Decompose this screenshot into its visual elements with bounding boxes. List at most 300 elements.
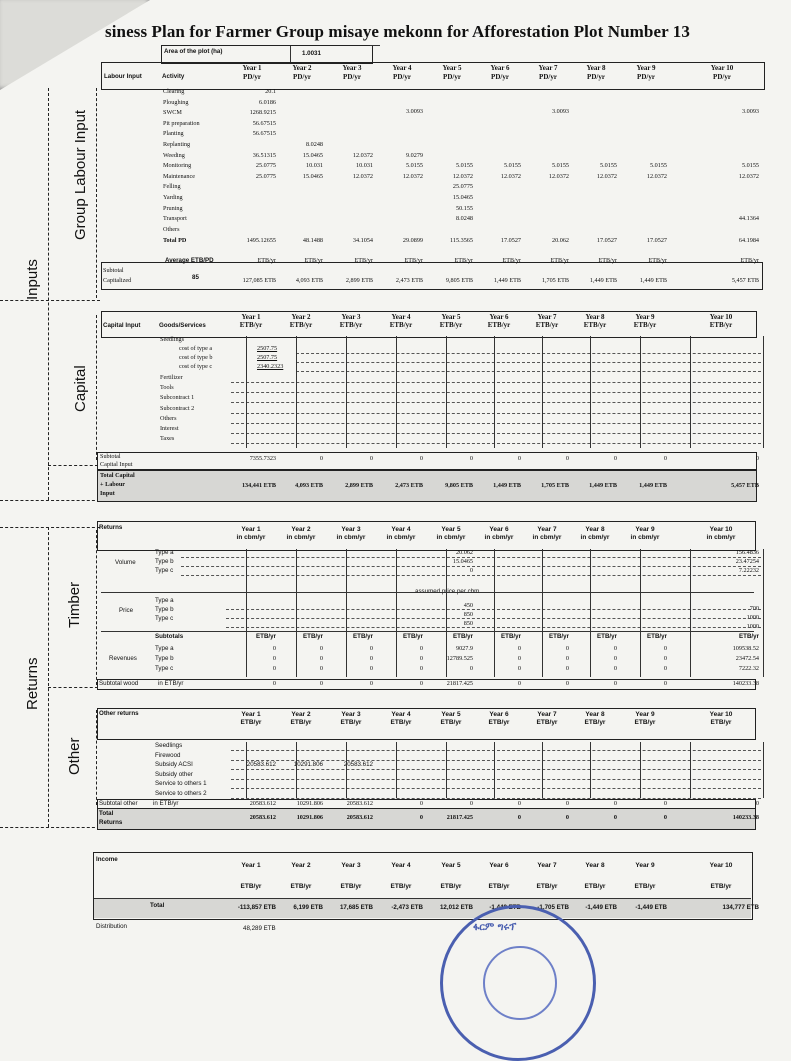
value-cell: 29.0899 bbox=[402, 237, 423, 245]
activity-label: Others bbox=[163, 225, 180, 233]
page-title: siness Plan for Farmer Group misaye mekonn for Afforestation Plot Number 13 bbox=[105, 22, 691, 41]
etb-unit: ETB/yr bbox=[739, 633, 759, 640]
official-stamp bbox=[440, 905, 596, 1061]
etb-unit: ETB/yr bbox=[454, 257, 473, 264]
subsidy-value: 20583.612 bbox=[343, 761, 373, 769]
value-cell: 0 bbox=[369, 455, 373, 462]
value-cell: 23472.54 bbox=[735, 655, 759, 662]
year-header: Year 10 bbox=[709, 711, 733, 718]
value-cell: 0 bbox=[517, 800, 521, 807]
grid-line bbox=[446, 742, 447, 798]
etb-unit: ETB/yr bbox=[647, 633, 667, 640]
value-cell: 5,457 ETB bbox=[731, 482, 759, 489]
grid-line bbox=[446, 336, 447, 448]
goods-column-label: Goods/Services bbox=[159, 322, 206, 329]
value-cell: 0 bbox=[663, 665, 667, 672]
grid-line bbox=[446, 549, 447, 677]
year-header: Year 7 bbox=[537, 862, 557, 869]
unit-header: ETB/yr bbox=[240, 883, 262, 890]
grid-line bbox=[542, 549, 543, 677]
value-cell: 0 bbox=[565, 814, 569, 821]
activity-label: Maintenance bbox=[163, 172, 195, 180]
labour-value: 12.0372 bbox=[548, 172, 569, 180]
other-table-body bbox=[101, 742, 763, 800]
value-cell: 0 bbox=[613, 665, 617, 672]
value-cell: -1,705 ETB bbox=[537, 904, 569, 911]
unit-header: in cbm/yr bbox=[436, 534, 466, 541]
value-cell: 9027.9 bbox=[455, 645, 473, 652]
other-item-label: Subsidy other bbox=[155, 770, 193, 778]
year-header: Year 9 bbox=[635, 313, 655, 321]
value-cell: 17.0527 bbox=[500, 237, 521, 245]
value-cell: 2,473 ETB bbox=[395, 277, 423, 284]
value-cell: 0 bbox=[419, 455, 423, 462]
value-cell: 0 bbox=[419, 680, 423, 687]
unit-header: PD/yr bbox=[243, 73, 261, 81]
year-header: Year 3 bbox=[342, 64, 362, 72]
revenue-type-label: Type c bbox=[155, 665, 174, 672]
value-cell: 0 bbox=[319, 645, 323, 652]
other-item-label: Service to others 1 bbox=[155, 780, 207, 788]
year-header: Year 6 bbox=[489, 862, 509, 869]
value-cell: 0 bbox=[517, 665, 521, 672]
returns-section-label: Returns bbox=[99, 524, 123, 531]
year-header: Year 7 bbox=[537, 313, 557, 321]
capital-item-label: Fertilizer bbox=[160, 374, 183, 381]
volume-y5: 15.0465 bbox=[452, 558, 473, 565]
value-cell: 0 bbox=[419, 655, 423, 662]
value-cell: 0 bbox=[613, 800, 617, 807]
year-header: Year 6 bbox=[489, 711, 509, 718]
year-header: Year 4 bbox=[391, 313, 411, 321]
grid-line bbox=[346, 336, 347, 448]
unit-header: ETB/yr bbox=[440, 883, 462, 890]
value-cell: 0 bbox=[517, 814, 521, 821]
year-header: Year 4 bbox=[391, 862, 411, 869]
labour-value: 3.0093 bbox=[405, 108, 423, 115]
year-header: Year 5 bbox=[441, 526, 461, 533]
value-cell: -1,449 ETB bbox=[635, 904, 667, 911]
activity-label: Transport bbox=[163, 215, 187, 223]
seedling-type-label: cost of type a bbox=[179, 345, 213, 352]
labour-value: 12.0372 bbox=[738, 172, 759, 180]
grid-line bbox=[346, 549, 347, 677]
value-cell: 4,093 ETB bbox=[295, 277, 323, 284]
value-cell: 34.1054 bbox=[352, 237, 373, 245]
area-label: Area of the plot (ha) bbox=[164, 48, 223, 55]
etb-unit: ETB/yr bbox=[257, 257, 276, 264]
activity-label: Planting bbox=[163, 130, 184, 138]
group-labour-side-label: Group Labour Input bbox=[72, 109, 89, 240]
unit-header: ETB/yr bbox=[240, 719, 262, 726]
unit-header: ETB/yr bbox=[584, 883, 606, 890]
grid-line bbox=[590, 742, 591, 798]
other-side-label: Other bbox=[66, 737, 83, 775]
timber-end-line bbox=[48, 687, 98, 688]
activity-label: Pruning bbox=[163, 204, 183, 212]
value-cell: 21817.425 bbox=[446, 680, 473, 687]
value-cell: 0 bbox=[565, 665, 569, 672]
etb-unit: ETB/yr bbox=[453, 633, 473, 640]
value-cell: 0 bbox=[319, 665, 323, 672]
stamp-text: ፋርም ግሩፕ bbox=[473, 922, 517, 933]
value-cell: 0 bbox=[663, 800, 667, 807]
labour-value: 12.0372 bbox=[452, 172, 473, 180]
timber-year-headers bbox=[101, 524, 763, 550]
unit-header: ETB/yr bbox=[487, 321, 511, 329]
value-cell: -1,449 ETB bbox=[585, 904, 617, 911]
grid-line bbox=[640, 549, 641, 677]
capital-table-body bbox=[101, 336, 763, 456]
labour-value: 12.0372 bbox=[352, 172, 373, 180]
year-header: Year 3 bbox=[341, 862, 361, 869]
labour-value: 5.0155 bbox=[503, 162, 521, 170]
value-cell: 1,449 ETB bbox=[493, 277, 521, 284]
volume-type-label: Type a bbox=[155, 549, 174, 556]
value-cell: 0 bbox=[565, 655, 569, 662]
capital-side-label: Capital bbox=[72, 365, 89, 412]
unit-header: ETB/yr bbox=[488, 719, 510, 726]
grid-line bbox=[296, 742, 297, 798]
year-header: Year 1 bbox=[241, 313, 261, 321]
year-header: Year 4 bbox=[391, 526, 411, 533]
price-y5: 850 bbox=[463, 620, 473, 627]
year-header: Year 5 bbox=[441, 862, 461, 869]
value-cell: 127,085 ETB bbox=[242, 277, 276, 284]
activity-label: SWCM bbox=[163, 109, 182, 117]
year-header: Year 7 bbox=[538, 64, 558, 72]
labour-value: 12.0372 bbox=[402, 172, 423, 180]
value-cell: 0 bbox=[419, 645, 423, 652]
unit-header: in cbm/yr bbox=[580, 534, 610, 541]
year-header: Year 2 bbox=[291, 862, 311, 869]
other-row-line bbox=[231, 750, 761, 751]
unit-header: ETB/yr bbox=[390, 883, 412, 890]
labour-value: 5.0155 bbox=[741, 162, 759, 170]
year-header: Year 2 bbox=[291, 313, 311, 321]
capital-row-line bbox=[296, 353, 761, 354]
etb-unit: ETB/yr bbox=[304, 257, 323, 264]
value-cell: 48.1488 bbox=[302, 237, 323, 245]
value-cell: 5,457 ETB bbox=[731, 277, 759, 284]
capital-subtotal-values bbox=[101, 452, 763, 468]
volume-y10: 23.47254 bbox=[735, 558, 759, 565]
inputs-end-line bbox=[0, 500, 100, 501]
unit-header: PD/yr bbox=[637, 73, 655, 81]
subtotal-other-label: Subtotal other bbox=[99, 800, 138, 807]
value-cell: 2,473 ETB bbox=[395, 482, 423, 489]
value-cell: 0 bbox=[565, 680, 569, 687]
value-cell: 0 bbox=[272, 655, 276, 662]
value-cell: 140233.38 bbox=[732, 814, 759, 821]
etb-unit: ETB/yr bbox=[403, 633, 423, 640]
unit-header: ETB/yr bbox=[340, 719, 362, 726]
value-cell: -113,857 ETB bbox=[237, 904, 276, 911]
activity-label: Replanting bbox=[163, 141, 191, 148]
labour-value: 5.0155 bbox=[455, 162, 473, 170]
subsidy-value: 10291.806 bbox=[293, 761, 323, 769]
distribution-value: 48,289 ETB bbox=[243, 925, 276, 932]
capital-item-label: Subcontract 2 bbox=[160, 404, 195, 412]
labour-inner-border bbox=[96, 88, 97, 298]
value-cell: 12789.525 bbox=[446, 655, 473, 662]
average-etb-value: 85 bbox=[192, 274, 199, 281]
capitalized-label: Capitalized bbox=[103, 277, 132, 284]
value-cell: 9,805 ETB bbox=[445, 277, 473, 284]
capital-section-label: Capital Input bbox=[103, 322, 141, 329]
value-cell: 134,777 ETB bbox=[722, 904, 759, 911]
value-cell: 0 bbox=[272, 665, 276, 672]
grid-line bbox=[396, 549, 397, 677]
value-cell: 0 bbox=[517, 680, 521, 687]
year-header: Year 9 bbox=[636, 64, 656, 72]
inputs-dashed-border bbox=[48, 88, 49, 500]
labour-value: 12.0372 bbox=[500, 172, 521, 180]
value-cell: 1495.12655 bbox=[246, 237, 276, 245]
labour-value: 10.031 bbox=[355, 162, 373, 170]
value-cell: 0 bbox=[565, 800, 569, 807]
labour-value: 25.0775 bbox=[255, 162, 276, 170]
seedling-type-value: 2507.75 bbox=[257, 354, 278, 361]
unit-header: PD/yr bbox=[491, 73, 509, 81]
activity-label: Weeding bbox=[163, 151, 185, 159]
grid-line bbox=[690, 549, 691, 677]
value-cell: 0 bbox=[419, 814, 423, 821]
unit-header: ETB/yr bbox=[634, 883, 656, 890]
timber-divider bbox=[101, 631, 754, 632]
value-cell: 140233.38 bbox=[732, 680, 759, 687]
value-cell: -1,449 ETB bbox=[489, 904, 521, 911]
activity-label: Clearing bbox=[163, 88, 185, 95]
value-cell: 64.1984 bbox=[738, 237, 759, 245]
grid-line bbox=[296, 549, 297, 677]
value-cell: 0 bbox=[565, 455, 569, 462]
unit-header: ETB/yr bbox=[439, 321, 463, 329]
unit-header: PD/yr bbox=[393, 73, 411, 81]
total-capital-label-3: Input bbox=[100, 490, 115, 497]
etb-unit: ETB/yr bbox=[501, 633, 521, 640]
total-returns-label-2: Returns bbox=[99, 819, 123, 826]
subtotal-other-unit: in ETB/yr bbox=[153, 800, 179, 807]
value-cell: 0 bbox=[663, 645, 667, 652]
unit-header: in cbm/yr bbox=[630, 534, 660, 541]
other-item-label: Firewood bbox=[155, 751, 181, 759]
value-cell: 0 bbox=[565, 645, 569, 652]
year-header: Year 7 bbox=[537, 711, 557, 718]
value-cell: 20583.612 bbox=[346, 814, 373, 821]
grid-line bbox=[763, 549, 764, 677]
labour-value: 12.0372 bbox=[352, 151, 373, 159]
volume-y10: 7.22232 bbox=[738, 567, 759, 574]
unit-header: ETB/yr bbox=[583, 321, 607, 329]
unit-header: ETB/yr bbox=[390, 719, 412, 726]
unit-header: in cbm/yr bbox=[484, 534, 514, 541]
area-value: 1.0031 bbox=[302, 50, 321, 57]
capital-item-label: Taxes bbox=[160, 435, 175, 443]
timber-table-body bbox=[101, 549, 763, 679]
activity-label: Ploughing bbox=[163, 98, 189, 106]
value-cell: 0 bbox=[369, 665, 373, 672]
capital-row-line bbox=[231, 413, 761, 414]
volume-label: Volume bbox=[115, 559, 136, 566]
revenue-type-label: Type b bbox=[155, 655, 174, 662]
assumed-price-note: assumed price per cbm bbox=[415, 588, 480, 595]
price-y10: 1000 bbox=[746, 614, 759, 621]
etb-unit: ETB/yr bbox=[550, 257, 569, 264]
value-cell: 0 bbox=[469, 455, 473, 462]
value-cell: 0 bbox=[469, 800, 473, 807]
grid-line bbox=[246, 549, 247, 677]
labour-value: 6.0186 bbox=[258, 98, 276, 106]
unit-header: PD/yr bbox=[587, 73, 605, 81]
etb-unit: ETB/yr bbox=[353, 633, 373, 640]
unit-header: ETB/yr bbox=[634, 719, 656, 726]
grid-line bbox=[494, 549, 495, 677]
labour-table-body bbox=[101, 88, 763, 253]
total-pd-label: Total PD bbox=[163, 237, 187, 245]
capital-item-label: Interest bbox=[160, 425, 179, 432]
other-returns-section-label: Other returns bbox=[99, 710, 139, 717]
grid-line bbox=[346, 742, 347, 798]
value-cell: 0 bbox=[319, 680, 323, 687]
labour-value: 50.155 bbox=[455, 204, 473, 212]
unit-header: PD/yr bbox=[343, 73, 361, 81]
capital-row-line bbox=[296, 362, 761, 363]
capital-item-label: Others bbox=[160, 414, 177, 422]
unit-header: ETB/yr bbox=[536, 883, 558, 890]
value-cell: 134,441 ETB bbox=[241, 482, 276, 489]
value-cell: 0 bbox=[319, 655, 323, 662]
grid-line bbox=[763, 336, 764, 448]
labour-value: 25.0775 bbox=[255, 172, 276, 180]
capital-item-label: Subcontract 1 bbox=[160, 394, 195, 402]
subtotal-wood-label: Subtotal wood bbox=[99, 680, 139, 687]
year-header: Year 8 bbox=[586, 64, 606, 72]
revenues-label: Revenues bbox=[109, 655, 137, 662]
labour-section-label: Labour Input bbox=[104, 73, 142, 80]
returns-side-label: Returns bbox=[24, 657, 41, 710]
grid-line bbox=[640, 742, 641, 798]
labour-value: 56.67515 bbox=[252, 130, 276, 138]
value-cell: 10291.806 bbox=[296, 800, 323, 807]
value-cell: 1,705 ETB bbox=[541, 277, 569, 284]
unit-header: in cbm/yr bbox=[532, 534, 562, 541]
capital-subtotal-label-1: Subtotal bbox=[100, 453, 121, 460]
grid-line bbox=[542, 336, 543, 448]
year-header: Year 8 bbox=[585, 526, 605, 533]
unit-header: PD/yr bbox=[713, 73, 731, 81]
subtotals-label: Subtotals bbox=[155, 633, 184, 640]
value-cell: 6,199 ETB bbox=[293, 904, 323, 911]
other-item-label: Seedlings bbox=[155, 742, 183, 749]
unit-header: ETB/yr bbox=[584, 719, 606, 726]
labour-subtotal-values bbox=[101, 255, 763, 290]
year-header: Year 3 bbox=[341, 526, 361, 533]
income-section-label: Income bbox=[96, 856, 118, 863]
unit-header: ETB/yr bbox=[710, 883, 732, 890]
year-header: Year 9 bbox=[635, 526, 655, 533]
income-total-label: Total bbox=[150, 902, 165, 909]
value-cell: 0 bbox=[755, 455, 759, 462]
capital-item-label: Tools bbox=[160, 384, 174, 392]
other-row-line bbox=[231, 779, 761, 780]
seedling-type-label: cost of type c bbox=[179, 363, 213, 370]
grid-line bbox=[590, 336, 591, 448]
year-header: Year 1 bbox=[241, 862, 261, 869]
labour-value: 8.0248 bbox=[455, 215, 473, 223]
value-cell: 109538.52 bbox=[732, 645, 759, 652]
year-header: Year 4 bbox=[392, 64, 412, 72]
capital-row-line bbox=[231, 402, 761, 403]
year-header: Year 10 bbox=[709, 862, 733, 869]
etb-unit: ETB/yr bbox=[256, 633, 276, 640]
labour-value: 3.0093 bbox=[741, 108, 759, 115]
volume-y5: 0 bbox=[469, 567, 473, 574]
unit-header: ETB/yr bbox=[289, 321, 313, 329]
price-y10: 700 bbox=[749, 605, 759, 612]
labour-value: 12.0372 bbox=[646, 172, 667, 180]
grid-line bbox=[542, 742, 543, 798]
labour-value: 15.0465 bbox=[452, 194, 473, 201]
other-subtotal-values bbox=[101, 799, 763, 808]
year-header: Year 9 bbox=[635, 711, 655, 718]
value-cell: 0 bbox=[663, 814, 667, 821]
grid-line bbox=[396, 336, 397, 448]
capital-end-line bbox=[48, 465, 98, 466]
year-header: Year 4 bbox=[391, 711, 411, 718]
value-cell: 12,012 ETB bbox=[439, 904, 473, 911]
value-cell: 1,705 ETB bbox=[541, 482, 569, 489]
grid-line bbox=[690, 336, 691, 448]
value-cell: 20.062 bbox=[551, 237, 569, 245]
value-cell: 0 bbox=[369, 645, 373, 652]
year-header: Year 8 bbox=[585, 313, 605, 321]
grid-line bbox=[296, 336, 297, 448]
year-header: Year 6 bbox=[490, 64, 510, 72]
unit-header: ETB/yr bbox=[340, 883, 362, 890]
unit-header: PD/yr bbox=[443, 73, 461, 81]
value-cell: 2,899 ETB bbox=[345, 482, 373, 489]
value-cell: 2,899 ETB bbox=[345, 277, 373, 284]
value-cell: 115.3565 bbox=[450, 237, 473, 245]
value-cell: 0 bbox=[517, 645, 521, 652]
year-header: Year 2 bbox=[291, 526, 311, 533]
labour-value: 10.031 bbox=[305, 162, 323, 170]
capital-row-line bbox=[231, 433, 761, 434]
value-cell: 0 bbox=[613, 455, 617, 462]
labour-header-box bbox=[101, 62, 765, 90]
value-cell: 1,449 ETB bbox=[589, 277, 617, 284]
capital-year-headers bbox=[101, 311, 763, 336]
unit-header: PD/yr bbox=[539, 73, 557, 81]
grid-line bbox=[590, 549, 591, 677]
labour-value: 15.0465 bbox=[302, 172, 323, 180]
seedling-type-label: cost of type b bbox=[179, 354, 213, 361]
unit-header: ETB/yr bbox=[239, 321, 263, 329]
capital-row-line bbox=[231, 392, 761, 393]
unit-header: ETB/yr bbox=[290, 883, 312, 890]
labour-value: 1268.9215 bbox=[249, 109, 276, 117]
value-cell: 0 bbox=[369, 680, 373, 687]
labour-value: 9.0279 bbox=[405, 151, 423, 159]
volume-y10: 156.4836 bbox=[735, 549, 759, 556]
year-header: Year 5 bbox=[441, 711, 461, 718]
unit-header: PD/yr bbox=[293, 73, 311, 81]
unit-header: ETB/yr bbox=[536, 719, 558, 726]
unit-header: ETB/yr bbox=[535, 321, 559, 329]
unit-header: ETB/yr bbox=[633, 321, 657, 329]
labour-value: 44.1364 bbox=[738, 215, 759, 223]
